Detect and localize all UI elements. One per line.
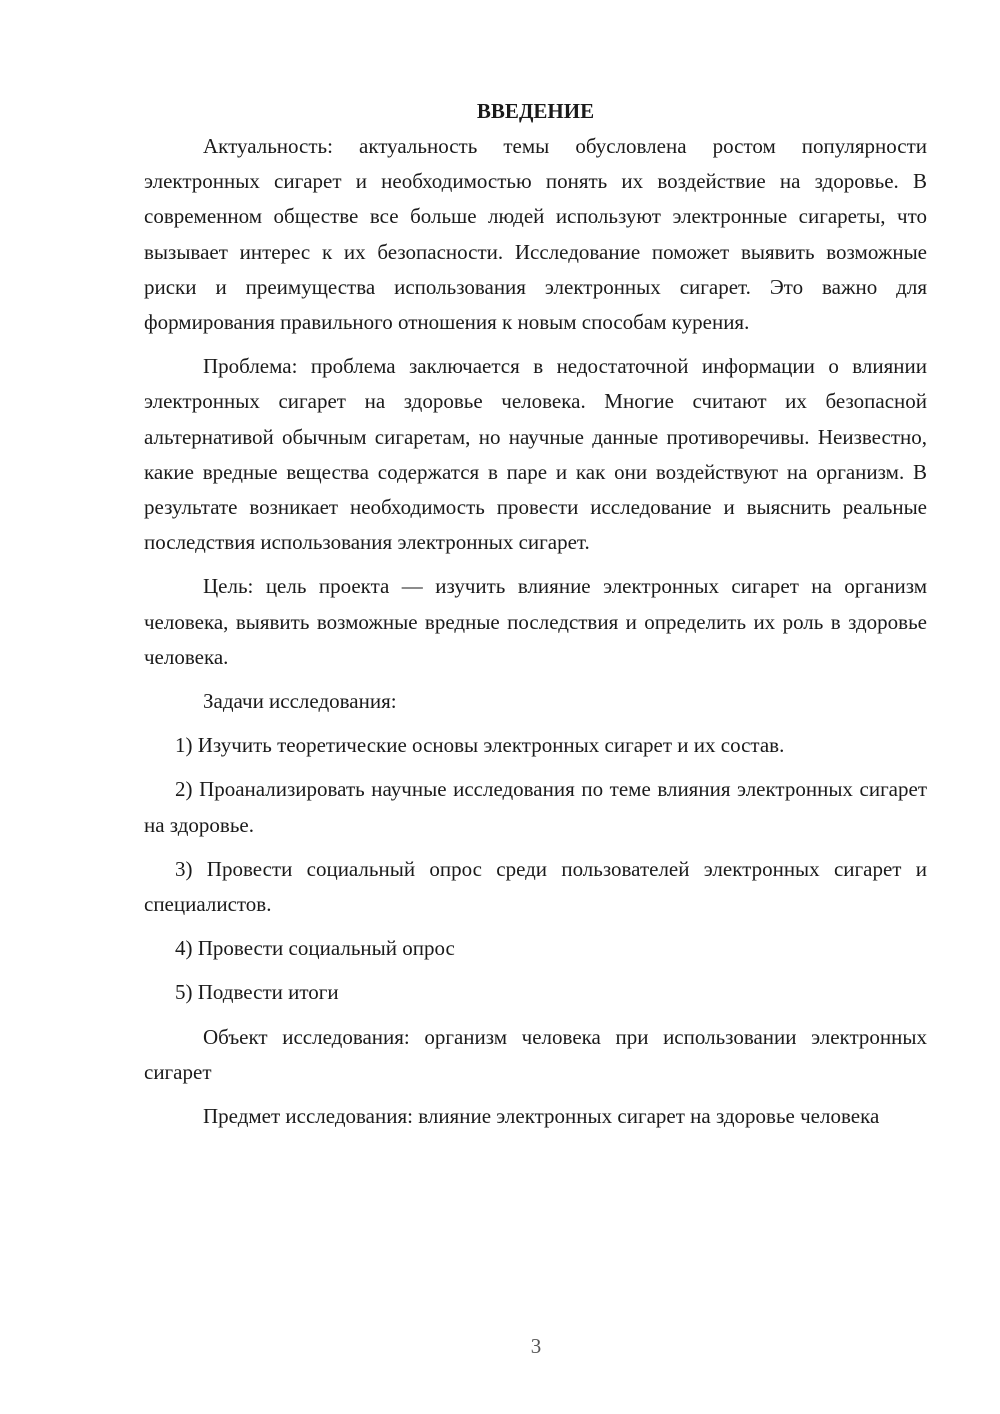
object-paragraph: Объект исследования: организм человека при использовании электронных сигарет bbox=[144, 1024, 927, 1084]
task-item-1: 1) Изучить теоретические основы электронных сигарет и их состав. bbox=[175, 733, 785, 758]
task-item-2: 2) Проанализировать научные исследования по теме влияния электронных сигарет на здоровье. bbox=[144, 777, 927, 837]
relevance-paragraph: Актуальность: актуальность темы обусловлена ростом популярности электронных сигарет и необходимостью понять их воздействие на здоровье. В современном обществе все больше людей используют электронные сигареты, что вызывает интерес к их безопасности. Исследование поможет выявить возможные риски и преимущества использования электронных сигарет. Это важно для формирования правильного отношения к новым способам курения. bbox=[144, 134, 927, 335]
problem-paragraph: Проблема: проблема заключается в недостаточной информации о влиянии электронных сигарет на здоровье человека. Многие считают их безопасной альтернативой обычным сигаретам, но научные данные противоречивы. Неизвестно, какие вредные вещества содержатся в паре и как они воздействуют на организм. В результате возникает необходимость провести исследование и выяснить реальные последствия использования электронных сигарет. bbox=[144, 354, 927, 555]
page-number: 3 bbox=[530, 1334, 542, 1358]
task-item-3: 3) Провести социальный опрос среди пользователей электронных сигарет и специалистов. bbox=[144, 856, 927, 917]
task-item-5: 5) Подвести итоги bbox=[175, 980, 339, 1005]
task-item-4: 4) Провести социальный опрос bbox=[175, 936, 455, 961]
page-content bbox=[144, 96, 927, 1143]
section-heading: ВВЕДЕНИЕ bbox=[476, 99, 595, 123]
goal-paragraph: Цель: цель проекта — изучить влияние электронных сигарет на организм человека, выявить возможные вредные последствия и определить их роль в здоровье человека. bbox=[144, 574, 927, 669]
subject-paragraph: Предмет исследования: влияние электронных сигарет на здоровье человека bbox=[203, 1104, 880, 1129]
tasks-heading: Задачи исследования: bbox=[203, 689, 397, 714]
